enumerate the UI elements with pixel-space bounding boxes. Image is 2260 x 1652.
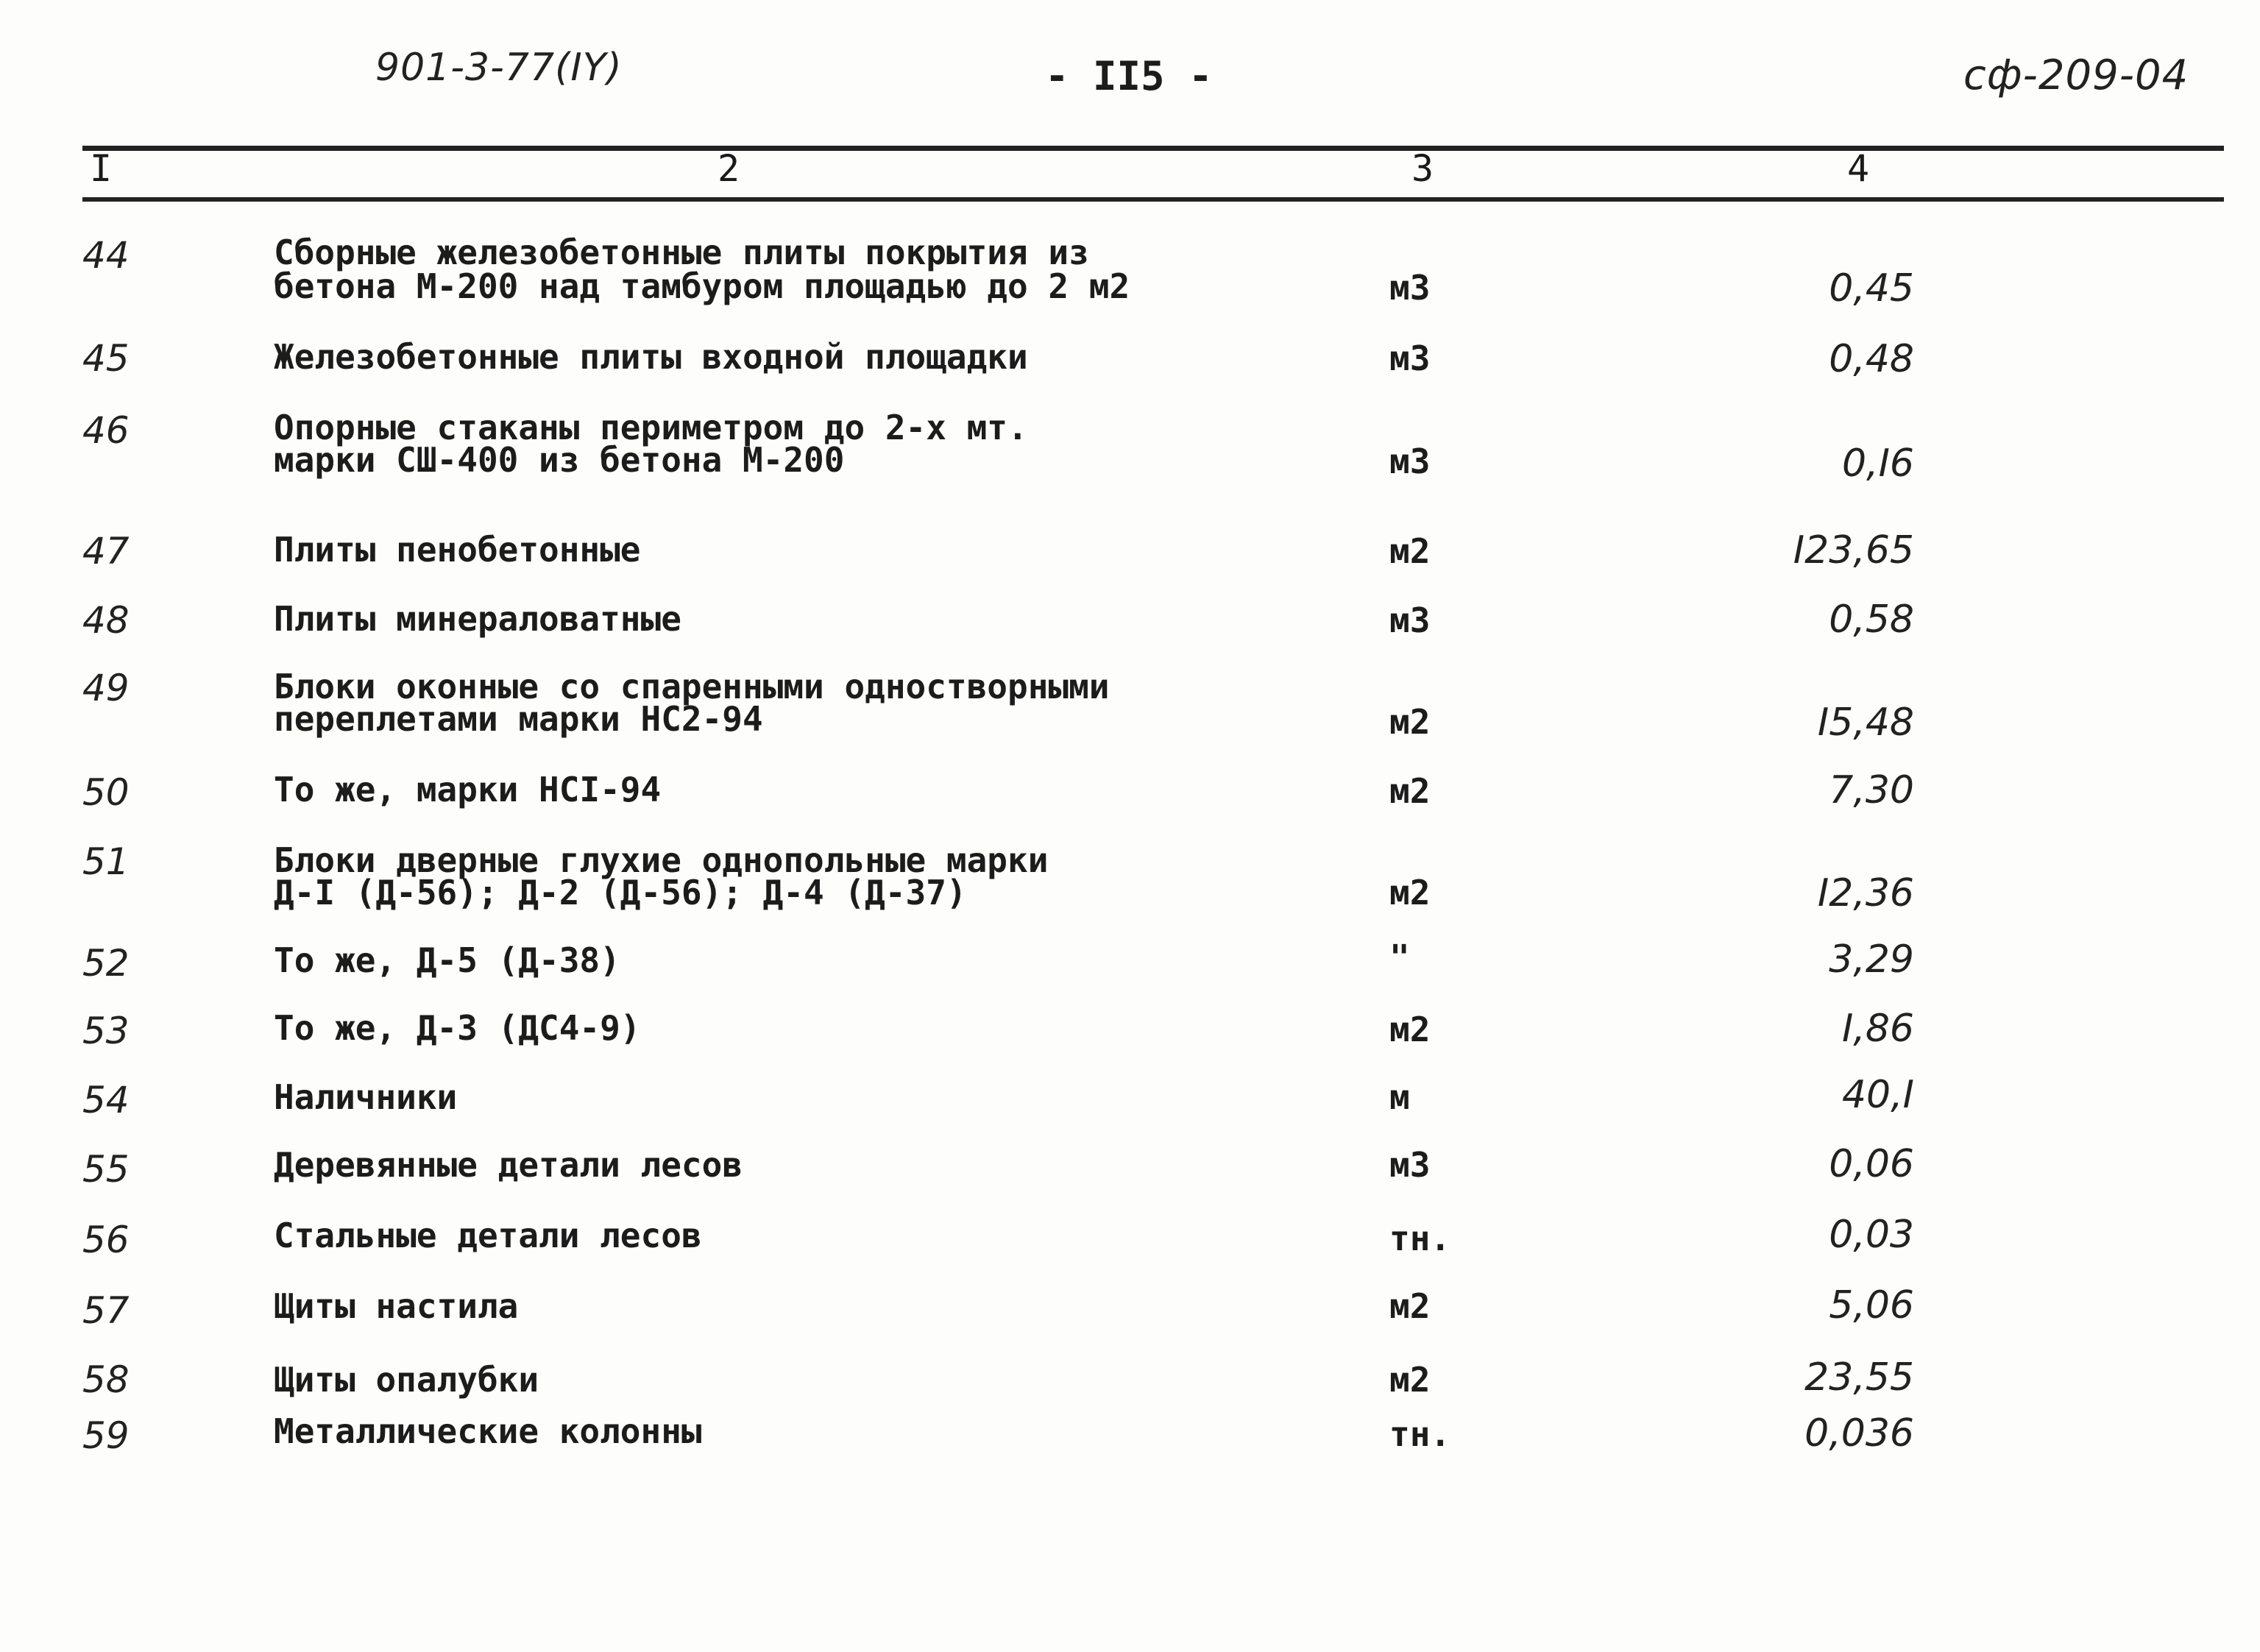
row-quantity: I23,65 — [1793, 528, 1914, 572]
row-quantity: 23,55 — [1804, 1355, 1914, 1400]
row-number: 58 — [82, 1358, 130, 1401]
row-description-line: Д-I (Д-56); Д-2 (Д-56); Д-4 (Д-37) — [274, 873, 967, 912]
row-unit: м2 — [1389, 771, 1431, 811]
row-number: 47 — [82, 530, 130, 572]
row-quantity: 0,45 — [1829, 266, 1914, 311]
row-description-line: Сборные железобетонные плиты покрытия из — [274, 233, 1089, 272]
row-description-line: То же, Д-3 (ДС4-9) — [274, 1008, 641, 1048]
row-unit: м3 — [1389, 268, 1431, 308]
row-description-line: Опорные стаканы периметром до 2-х мт. — [274, 408, 1028, 447]
row-quantity: 7,30 — [1829, 768, 1914, 812]
row-quantity: I,86 — [1841, 1007, 1914, 1051]
row-description-line: Плиты минераловатные — [274, 599, 681, 639]
row-quantity: 5,06 — [1829, 1283, 1914, 1327]
row-description-line: Блоки оконные со спаренными одностворными — [274, 667, 1110, 706]
row-unit: тн. — [1389, 1414, 1451, 1454]
row-unit: м2 — [1389, 702, 1431, 742]
row-number: 51 — [82, 840, 130, 883]
row-description-line: Стальные детали лесов — [274, 1216, 702, 1255]
row-quantity: 0,58 — [1829, 598, 1914, 642]
row-quantity: 0,03 — [1829, 1213, 1914, 1257]
row-description-line: Щиты опалубки — [274, 1360, 539, 1400]
row-number: 50 — [82, 771, 130, 814]
row-quantity: I5,48 — [1817, 701, 1914, 745]
row-number: 57 — [82, 1289, 130, 1332]
row-quantity: 0,48 — [1829, 337, 1914, 381]
row-quantity: 0,036 — [1804, 1411, 1914, 1456]
row-unit: м3 — [1389, 1145, 1431, 1185]
row-description-line: Металлические колонны — [274, 1411, 702, 1451]
row-number: 49 — [82, 667, 130, 709]
row-number: 54 — [82, 1079, 130, 1121]
column-header-4: 4 — [1847, 147, 1870, 190]
row-unit: м3 — [1389, 338, 1431, 378]
row-unit: м2 — [1389, 873, 1431, 912]
row-unit: м2 — [1389, 531, 1431, 571]
row-unit: м3 — [1389, 600, 1431, 640]
row-unit: м3 — [1389, 442, 1431, 481]
table-top-rule — [82, 146, 2224, 151]
row-description-line: Щиты настила — [274, 1286, 519, 1326]
row-description-line: переплетами марки НС2-94 — [274, 699, 763, 739]
row-number: 56 — [82, 1219, 130, 1261]
row-description-line: марки СШ-400 из бетона М-200 — [274, 440, 845, 480]
row-unit: тн. — [1389, 1219, 1451, 1258]
row-unit: м2 — [1389, 1286, 1431, 1326]
table-header-rule — [82, 197, 2224, 202]
row-description-line: бетона М-200 над тамбуром площадью до 2 м2 — [274, 266, 1130, 306]
row-number: 59 — [82, 1414, 130, 1457]
sheet-code: сф-209-04 — [1963, 52, 2189, 99]
row-description-line: Деревянные детали лесов — [274, 1145, 743, 1185]
row-number: 48 — [82, 599, 130, 642]
row-unit: м2 — [1389, 1360, 1431, 1400]
row-number: 53 — [82, 1010, 130, 1052]
row-number: 52 — [82, 942, 130, 985]
row-quantity: 40,I — [1841, 1073, 1914, 1117]
row-description-line: То же, Д-5 (Д-38) — [274, 940, 620, 980]
column-header-1: I — [90, 147, 113, 190]
row-unit: м — [1389, 1077, 1410, 1117]
row-number: 46 — [82, 409, 130, 452]
row-description-line: Плиты пенобетонные — [274, 530, 641, 570]
row-unit: " — [1389, 937, 1410, 977]
row-number: 44 — [82, 234, 130, 277]
column-header-2: 2 — [718, 147, 740, 190]
row-quantity: 0,06 — [1829, 1142, 1914, 1186]
page-number: - II5 - — [1045, 53, 1213, 99]
row-unit: м2 — [1389, 1010, 1431, 1049]
row-quantity: I2,36 — [1817, 871, 1914, 915]
row-description-line: Блоки дверные глухие однопольные марки — [274, 840, 1049, 880]
doc-code: 901-3-77(IY) — [375, 46, 623, 90]
row-quantity: 3,29 — [1829, 937, 1914, 982]
row-description-line: Наличники — [274, 1077, 458, 1117]
row-description-line: Железобетонные плиты входной площадки — [274, 337, 1028, 377]
row-description-line: То же, марки НСI-94 — [274, 770, 662, 809]
column-header-3: 3 — [1411, 147, 1434, 190]
row-number: 55 — [82, 1148, 130, 1191]
row-quantity: 0,I6 — [1841, 442, 1914, 486]
row-number: 45 — [82, 337, 130, 380]
